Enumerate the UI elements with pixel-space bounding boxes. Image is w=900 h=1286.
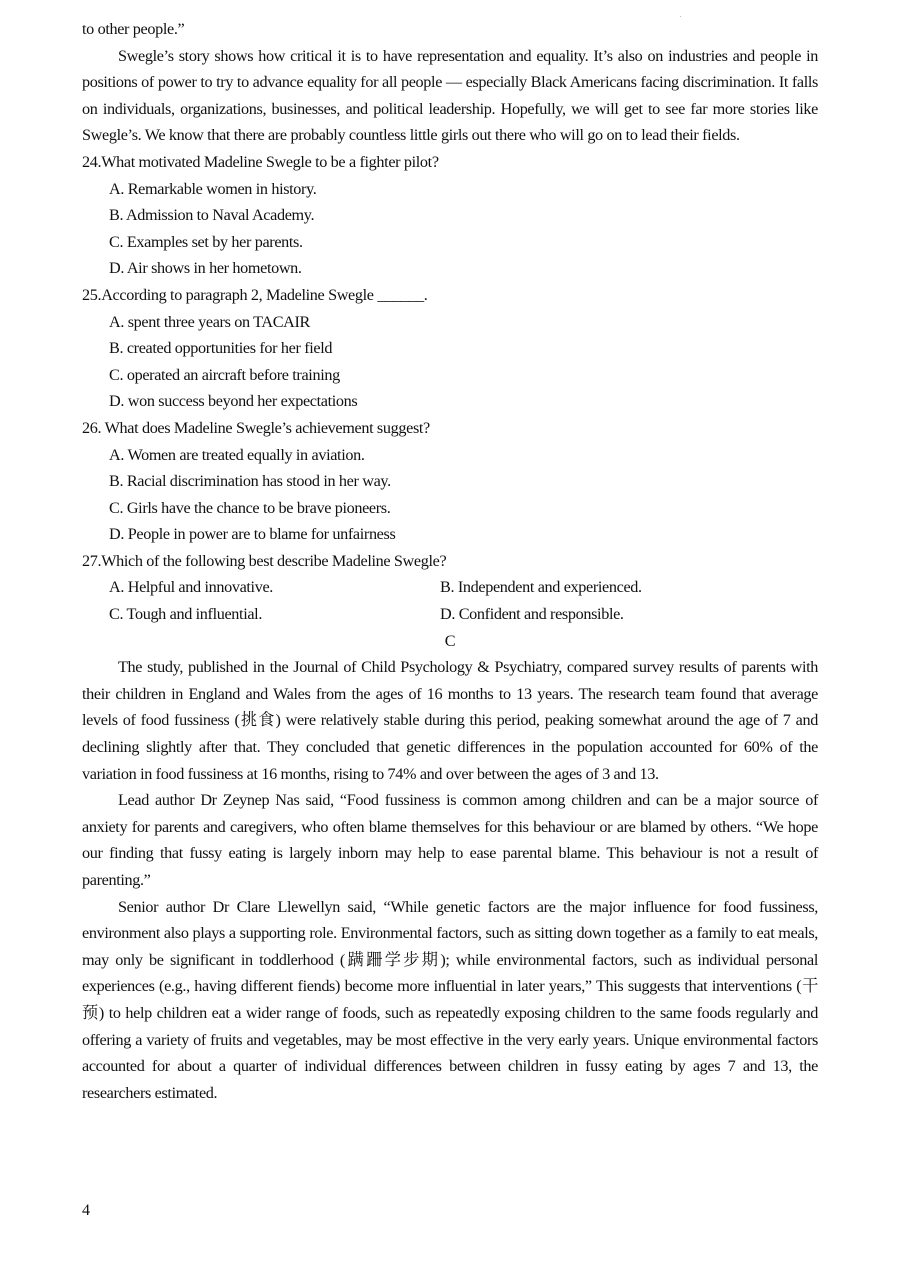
option-27-b: B. Independent and experienced.	[440, 578, 642, 597]
option-26-a: A. Women are treated equally in aviation.	[109, 445, 365, 464]
section-heading	[82, 628, 818, 655]
option-24-c: C. Examples set by her parents.	[109, 232, 303, 251]
option-27-a: A. Helpful and innovative.	[109, 578, 273, 597]
question-stem: What does Madeline Swegle’s achievement suggest?	[104, 418, 430, 437]
option-26-c: C. Girls have the chance to be brave pioneers.	[109, 498, 391, 517]
passage-c-paragraph-2: Lead author Dr Zeynep Nas said, “Food fussiness is common among children and can be a major source of anxiety for parents and caregivers, who often blame themselves for this behaviour or are blamed by others. “We hope our finding that fussy eating is largely inborn may help to ease parental blame. This behaviour is not a result of parenting.”	[82, 791, 818, 889]
option-27-c: C. Tough and influential.	[109, 605, 263, 624]
option-27-d: D. Confident and responsible.	[440, 605, 624, 624]
question-number: 25.	[82, 285, 102, 304]
question-number: 24.	[82, 152, 102, 171]
question-number: 27.	[82, 551, 102, 570]
option-26-b: B. Racial discrimination has stood in her way.	[109, 472, 391, 491]
option-24-b: B. Admission to Naval Academy.	[109, 206, 315, 225]
passage-c-paragraph-1: The study, published in the Journal of Child Psychology & Psychiatry, compared survey results of parents with their children in England and Wales from the ages of 16 months to 13 years. The research team found that average levels of food fussiness (挑食) were relatively stable during this period, peaking somewhat around the age of 7 and declining slightly after that. They concluded that genetic differences in the population accounted for 60% of the variation in food fussiness at 16 months, rising to 74% and over between the ages of 3 and 13.	[82, 658, 818, 783]
question-stem: Which of the following best describe Madeline Swegle?	[101, 551, 447, 570]
section-label: C	[444, 631, 456, 650]
option-24-a: A. Remarkable women in history.	[109, 179, 317, 198]
options-27-row-2	[82, 601, 818, 628]
question-number: 26.	[82, 418, 105, 437]
option-24-d: D. Air shows in her hometown.	[109, 259, 302, 278]
question-24	[82, 149, 818, 176]
passage-b-final-paragraph: Swegle’s story shows how critical it is to have representation and equality. It’s also on industries and people in positions of power to try to advance equality for all people — especially Black Americans facing discrimination. It falls on individuals, organizations, businesses, and political leadership. Hopefully, we will get to see far more stories like Swegle’s. We know that there are probably countless little girls out there who will go on to lead their fields.	[82, 46, 818, 145]
passage-c-paragraph-3: Senior author Dr Clare Llewellyn said, “While genetic factors are the major influence for food fussiness, environment also plays a supporting role. Environmental factors, such as sitting down together as a family to eat meals, may only be significant in toddlerhood (蹒跚学步期); while environmental factors, such as individual personal experiences (e.g., having different fiends) become more influential in later years,” This suggests that interventions (干预) to help children eat a wider range of foods, such as repeatedly exposing children to the same foods regularly and offering a variety of fruits and vegetables, may be most effective in the very early years. Unique environmental factors accounted for about a quarter of individual differences between children in fussy eating by ages 7 and 13, the researchers estimated.	[82, 897, 818, 1102]
option-26-d: D. People in power are to blame for unfairness	[109, 525, 396, 544]
option-25-d: D. won success beyond her expectations	[109, 392, 358, 411]
option-25-c: C. operated an aircraft before training	[109, 365, 340, 384]
option-25-b: B. created opportunities for her field	[109, 339, 333, 358]
question-stem: According to paragraph 2, Madeline Swegle ______.	[101, 285, 428, 304]
question-25	[82, 282, 818, 309]
options-27-row-1	[82, 574, 818, 601]
document-page	[82, 16, 818, 1106]
page-number: 4	[82, 1202, 90, 1219]
question-27	[82, 548, 818, 575]
question-stem: What motivated Madeline Swegle to be a fighter pilot?	[101, 152, 439, 171]
passage-fragment: to other people.”	[82, 20, 185, 38]
question-26	[82, 415, 818, 442]
option-25-a: A. spent three years on TACAIR	[109, 312, 310, 331]
